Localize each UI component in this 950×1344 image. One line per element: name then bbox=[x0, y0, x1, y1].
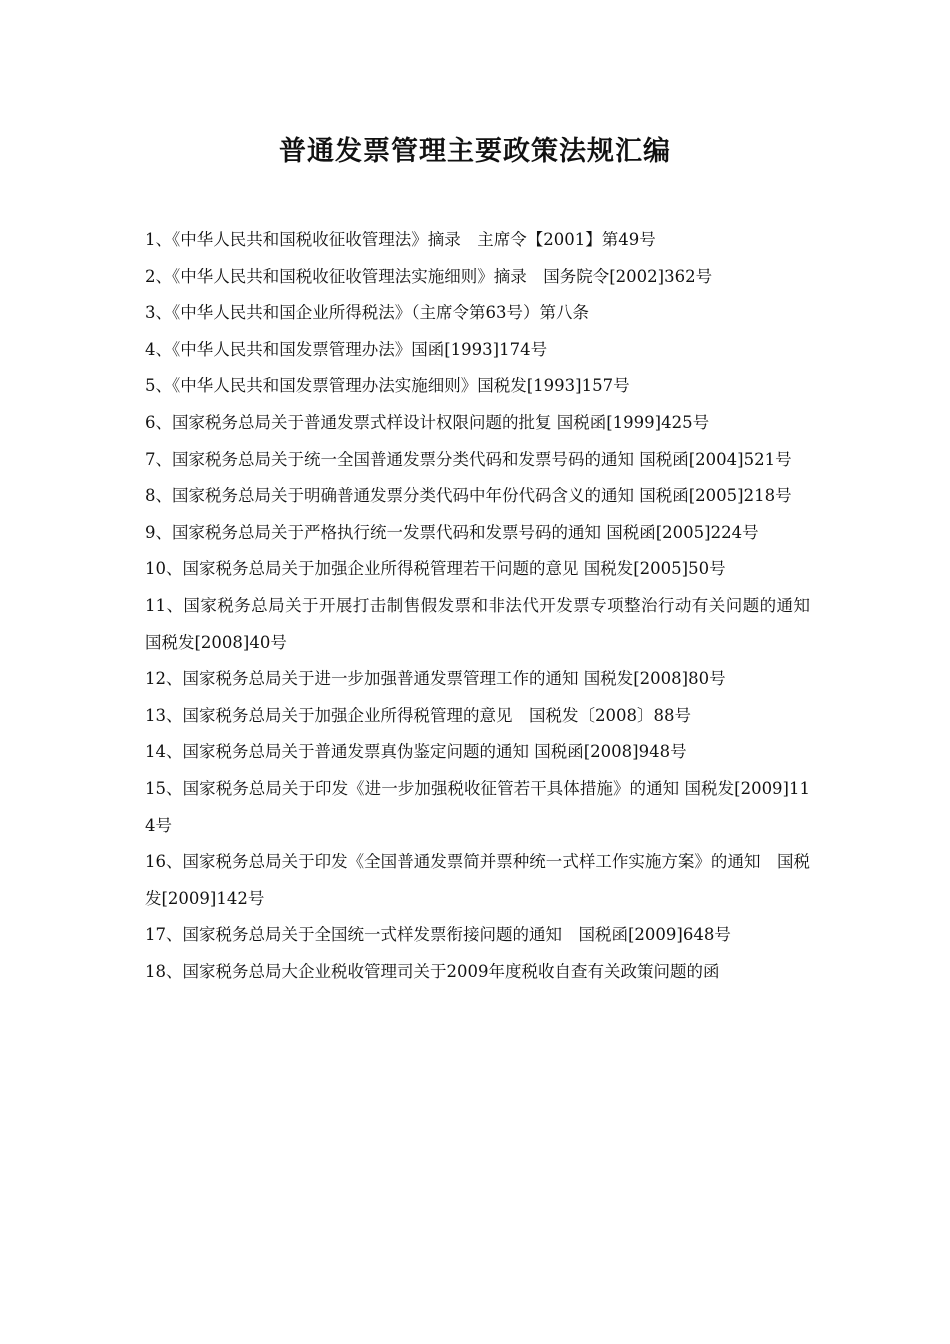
list-item: 2、《中华人民共和国税收征收管理法实施细则》摘录 国务院令[2002]362号 bbox=[145, 266, 713, 286]
list-item: 16、国家税务总局关于印发《全国普通发票简并票种统一式样工作实施方案》的通知 国税发[2009]142号 bbox=[145, 852, 810, 908]
list-item: 7、国家税务总局关于统一全国普通发票分类代码和发票号码的通知 国税函[2004]521号 bbox=[145, 449, 792, 469]
list-item: 9、国家税务总局关于严格执行统一发票代码和发票号码的通知 国税函[2005]224号 bbox=[145, 522, 759, 542]
list-item: 1、《中华人民共和国税收征收管理法》摘录 主席令【2001】第49号 bbox=[145, 230, 656, 249]
list-item: 8、国家税务总局关于明确普通发票分类代码中年份代码含义的通知 国税函[2005]218号 bbox=[145, 486, 792, 506]
document-title: 普通发票管理主要政策法规汇编 bbox=[279, 136, 671, 167]
list-item: 5、《中华人民共和国发票管理办法实施细则》国税发[1993]157号 bbox=[145, 376, 630, 396]
list-item: 10、国家税务总局关于加强企业所得税管理若干问题的意见 国税发[2005]50号 bbox=[145, 559, 726, 579]
list-item: 18、国家税务总局大企业税收管理司关于2009年度税收自查有关政策问题的函 bbox=[145, 961, 720, 981]
list-item: 13、国家税务总局关于加强企业所得税管理的意见 国税发〔2008〕88号 bbox=[145, 705, 691, 725]
list-item: 12、国家税务总局关于进一步加强普通发票管理工作的通知 国税发[2008]80号 bbox=[145, 669, 726, 689]
list-item: 3、《中华人民共和国企业所得税法》（主席令第63号）第八条 bbox=[145, 303, 589, 323]
list-item: 11、国家税务总局关于开展打击制售假发票和非法代开发票专项整治行动有关问题的通知 国税发[2008]40号 bbox=[145, 595, 810, 652]
list-item: 14、国家税务总局关于普通发票真伪鉴定问题的通知 国税函[2008]948号 bbox=[145, 742, 687, 762]
list-item: 15、国家税务总局关于印发《进一步加强税收征管若干具体措施》的通知 国税发[2009]114号 bbox=[145, 778, 810, 835]
list-item: 17、国家税务总局关于全国统一式样发票衔接问题的通知 国税函[2009]648号 bbox=[145, 925, 731, 945]
regulation-list bbox=[145, 222, 810, 990]
list-item: 4、《中华人民共和国发票管理办法》国函[1993]174号 bbox=[145, 339, 548, 359]
list-item: 6、国家税务总局关于普通发票式样设计权限问题的批复 国税函[1999]425号 bbox=[145, 412, 710, 432]
